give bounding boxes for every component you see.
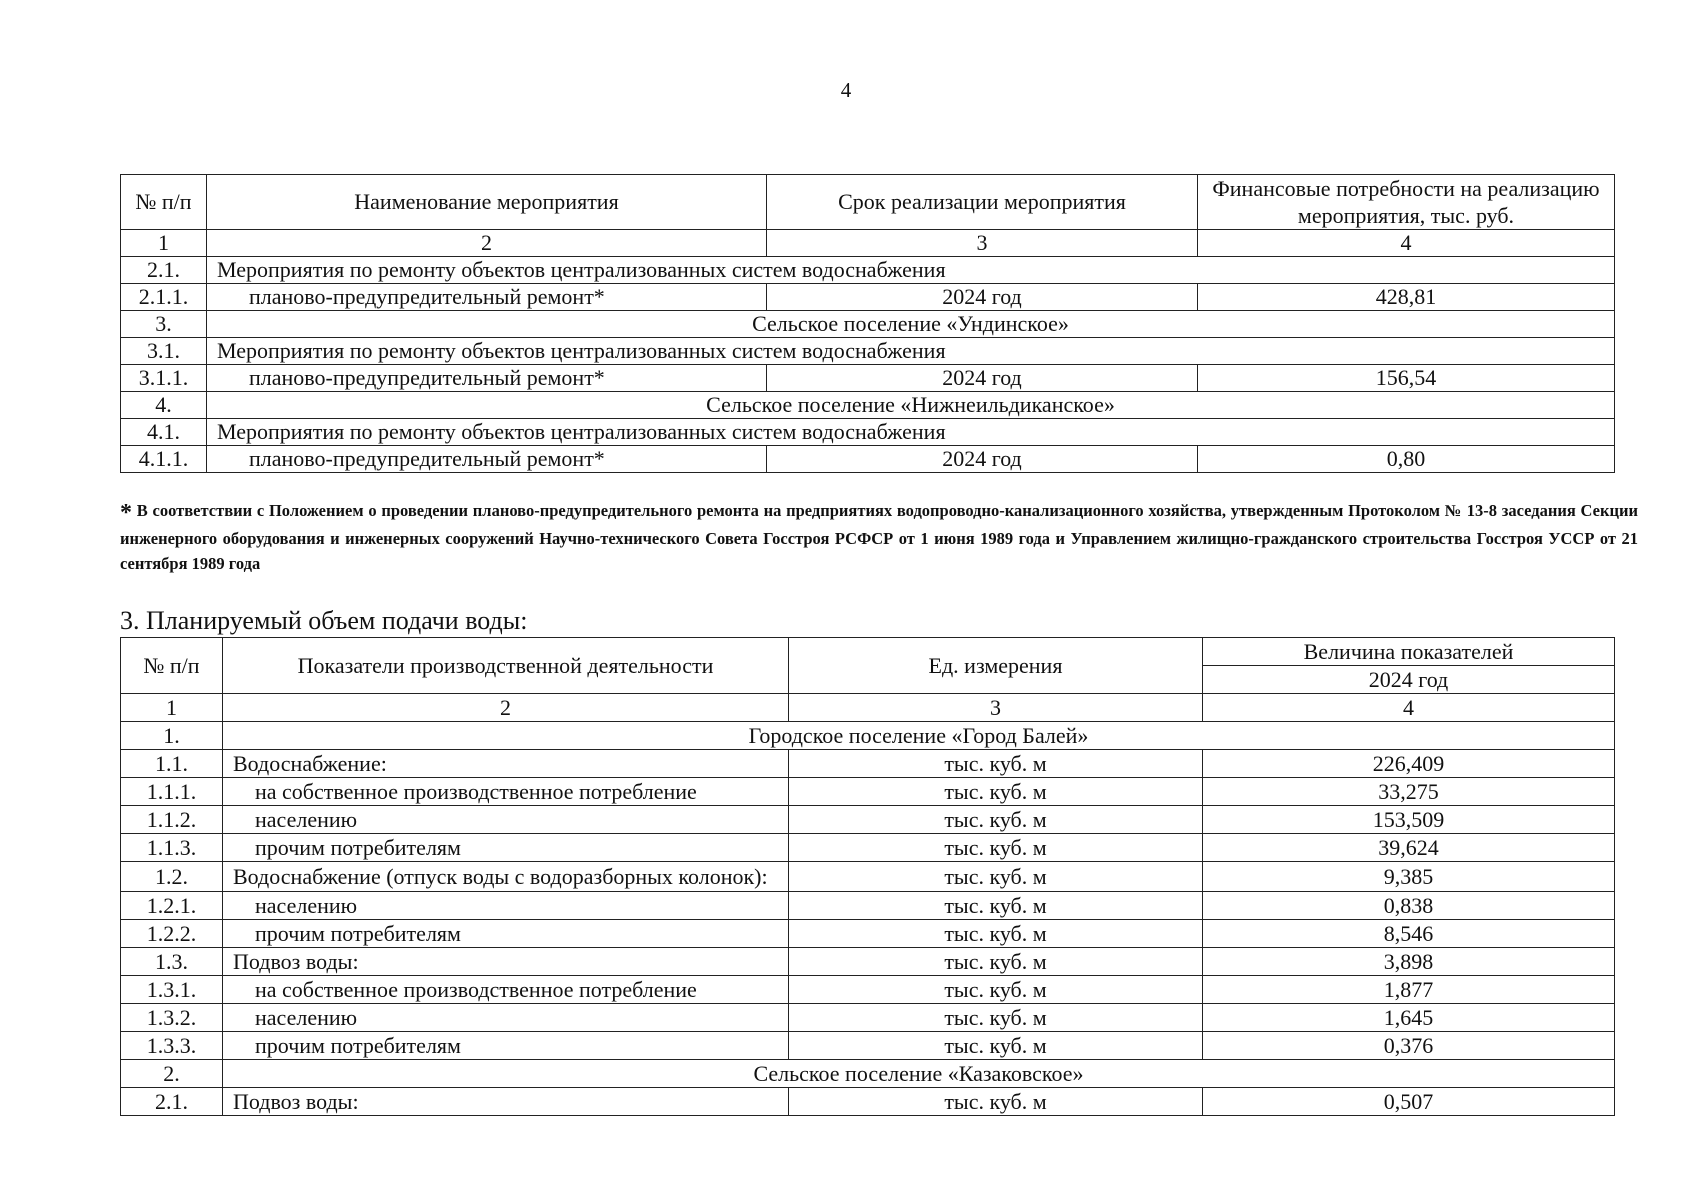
row-num: 4.1. [121,419,207,446]
row-value: 0,80 [1198,446,1615,473]
footnote-star: * [120,500,132,526]
row-value: 0,376 [1203,1032,1615,1060]
water-supply-table [120,637,1615,1116]
row-value: 153,509 [1203,806,1615,834]
row-name: Подвоз воды: [223,1088,789,1116]
table-row [121,311,1615,338]
row-value: 9,385 [1203,862,1615,892]
column-number: 1 [121,230,207,257]
row-name: Мероприятия по ремонту объектов централизованных систем водоснабжения [207,419,1615,446]
table-row [121,976,1615,1004]
row-name: планово-предупредительный ремонт* [207,284,767,311]
row-num: 4. [121,392,207,419]
row-num: 1. [121,722,223,750]
table-row [121,1032,1615,1060]
section-heading: Городское поселение «Город Балей» [223,722,1615,750]
table-row [121,446,1615,473]
row-unit: тыс. куб. м [789,750,1203,778]
row-value: 8,546 [1203,920,1615,948]
row-unit: тыс. куб. м [789,1004,1203,1032]
row-value: 33,275 [1203,778,1615,806]
row-name: населению [223,1004,789,1032]
header-unit: Ед. измерения [789,638,1203,694]
row-value: 1,877 [1203,976,1615,1004]
table-row [121,778,1615,806]
row-num: 2.1.1. [121,284,207,311]
row-num: 1.1.2. [121,806,223,834]
row-num: 1.2. [121,862,223,892]
row-num: 1.1. [121,750,223,778]
table-row [121,722,1615,750]
footnote-text: В соответствии с Положением о проведении планово-предупредительного ремонта на предприятиях водопроводно-канализационного хозяйства, утвержденным Протоколом № 13-8 заседания Секции инженерного оборудования и инженерных сооружений Научно-технического Совета Госстроя РСФСР от 1 июня 1989 года и Управлением жилищно-гражданского строительства Госстроя УССР от 21 сентября 1989 года [120,501,1639,573]
section-title: 3. Планируемый объем подачи воды: [120,606,528,635]
row-name: планово-предупредительный ремонт* [207,446,767,473]
table-row [121,365,1615,392]
row-value: 0,838 [1203,892,1615,920]
row-term: 2024 год [767,365,1198,392]
row-term: 2024 год [767,284,1198,311]
row-name: прочим потребителям [223,834,789,862]
row-name: прочим потребителям [223,1032,789,1060]
row-num: 1.2.1. [121,892,223,920]
column-number: 4 [1203,694,1615,722]
row-num: 1.3. [121,948,223,976]
header-measure-name: Наименование мероприятия [207,175,767,230]
table-row [121,392,1615,419]
row-value: 226,409 [1203,750,1615,778]
header-num: № п/п [121,175,207,230]
column-number: 2 [223,694,789,722]
row-num: 1.2.2. [121,920,223,948]
row-num: 1.3.3. [121,1032,223,1060]
table-row [121,1004,1615,1032]
row-num: 1.3.1. [121,976,223,1004]
header-year: 2024 год [1203,666,1615,694]
table-row [121,834,1615,862]
row-unit: тыс. куб. м [789,948,1203,976]
row-name: планово-предупредительный ремонт* [207,365,767,392]
row-num: 2.1. [121,1088,223,1116]
row-term: 2024 год [767,446,1198,473]
row-unit: тыс. куб. м [789,892,1203,920]
row-num: 2. [121,1060,223,1088]
header-indicator: Показатели производственной деятельности [223,638,789,694]
column-number: 3 [767,230,1198,257]
row-name: на собственное производственное потребление [223,778,789,806]
row-value: 156,54 [1198,365,1615,392]
measures-table [120,174,1615,473]
row-name: Водоснабжение (отпуск воды с водоразборных колонок): [223,862,789,892]
row-unit: тыс. куб. м [789,976,1203,1004]
row-num: 1.1.1. [121,778,223,806]
row-value: 3,898 [1203,948,1615,976]
table-header-row [121,175,1615,230]
table-row [121,948,1615,976]
section-heading: Сельское поселение «Нижнеильдиканское» [207,392,1615,419]
row-name: населению [223,892,789,920]
header-values: Величина показателей [1203,638,1615,666]
table-row [121,284,1615,311]
column-number: 1 [121,694,223,722]
row-unit: тыс. куб. м [789,834,1203,862]
row-unit: тыс. куб. м [789,862,1203,892]
table-row [121,1060,1615,1088]
section-heading: Сельское поселение «Казаковское» [223,1060,1615,1088]
column-numbers-row [121,230,1615,257]
row-name: прочим потребителям [223,920,789,948]
table-row [121,750,1615,778]
header-term: Срок реализации мероприятия [767,175,1198,230]
row-value: 39,624 [1203,834,1615,862]
header-financial-needs: Финансовые потребности на реализацию мероприятия, тыс. руб. [1198,175,1615,230]
row-num: 2.1. [121,257,207,284]
row-name: Мероприятия по ремонту объектов централизованных систем водоснабжения [207,338,1615,365]
table-row [121,419,1615,446]
row-unit: тыс. куб. м [789,778,1203,806]
header-num: № п/п [121,638,223,694]
column-number: 3 [789,694,1203,722]
row-num: 4.1.1. [121,446,207,473]
row-num: 1.3.2. [121,1004,223,1032]
row-num: 3.1. [121,338,207,365]
row-unit: тыс. куб. м [789,1088,1203,1116]
row-unit: тыс. куб. м [789,920,1203,948]
table-row [121,338,1615,365]
row-unit: тыс. куб. м [789,806,1203,834]
row-value: 0,507 [1203,1088,1615,1116]
row-num: 3. [121,311,207,338]
row-name: Мероприятия по ремонту объектов централизованных систем водоснабжения [207,257,1615,284]
row-name: Подвоз воды: [223,948,789,976]
row-num: 1.1.3. [121,834,223,862]
page-number: 4 [840,78,852,102]
column-number: 2 [207,230,767,257]
column-numbers-row [121,694,1615,722]
row-name: Водоснабжение: [223,750,789,778]
table-row [121,1088,1615,1116]
column-number: 4 [1198,230,1615,257]
table-row [121,862,1615,892]
row-unit: тыс. куб. м [789,1032,1203,1060]
row-name: населению [223,806,789,834]
table-row [121,257,1615,284]
row-value: 428,81 [1198,284,1615,311]
row-name: на собственное производственное потребление [223,976,789,1004]
row-num: 3.1.1. [121,365,207,392]
row-value: 1,645 [1203,1004,1615,1032]
table-row [121,892,1615,920]
footnote [120,498,1638,576]
section-heading: Сельское поселение «Ундинское» [207,311,1615,338]
table-row [121,806,1615,834]
table-header-row [121,638,1615,666]
table-row [121,920,1615,948]
